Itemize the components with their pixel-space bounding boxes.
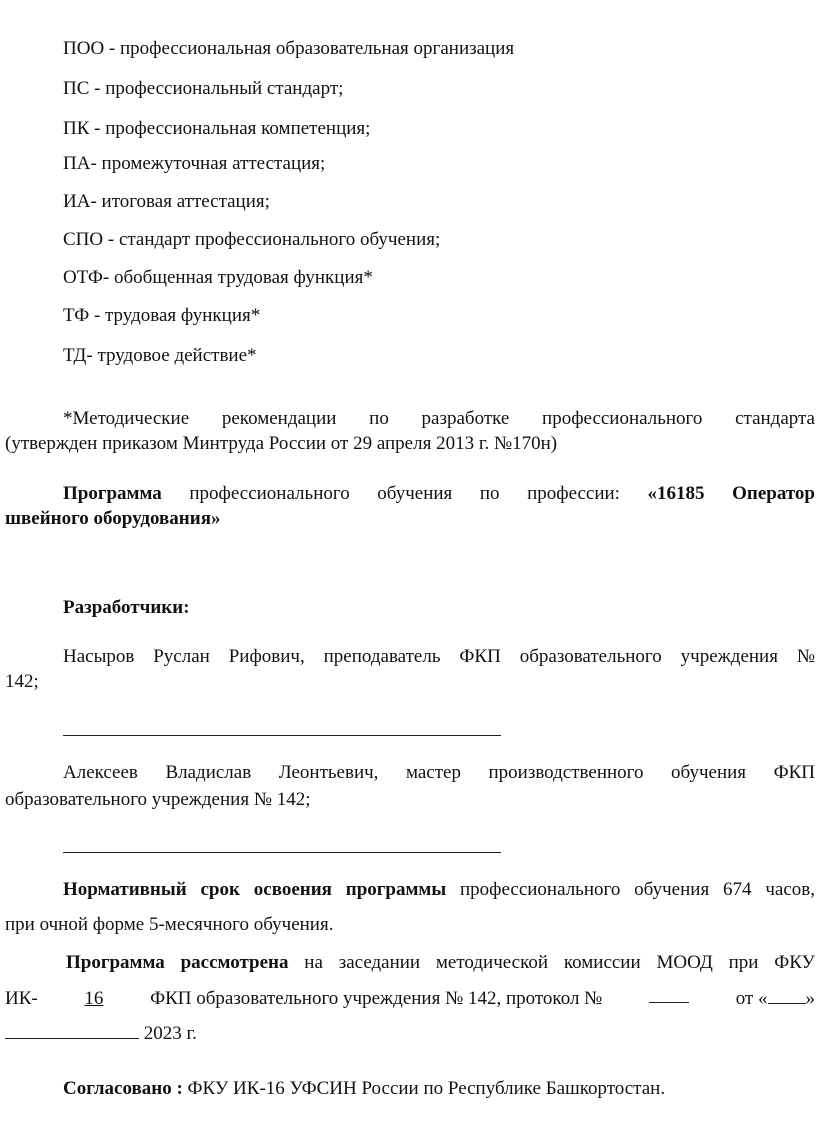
developer-1-line-1: Насыров Руслан Рифович, преподаватель ФКП образовательного учреждения № <box>63 646 815 667</box>
abbrev-item: ПК - профессиональная компетенция; <box>63 118 371 139</box>
agreed-line <box>63 1074 665 1104</box>
signature-line-2 <box>63 852 501 853</box>
term-label: Нормативный срок освоения программы <box>63 879 447 900</box>
reviewed-date-close: » <box>805 988 815 1009</box>
reviewed-line-3 <box>5 1019 815 1049</box>
reviewed-line-2 <box>5 984 815 1014</box>
abbrev-item: ИА- итоговая аттестация; <box>63 191 270 212</box>
reviewed-year: 2023 г. <box>139 1023 197 1044</box>
term-line-2: при очной форме 5-месячного обучения. <box>5 914 334 935</box>
agreed-text: ФКУ ИК-16 УФСИН России по Республике Башкортостан. <box>182 1078 666 1099</box>
signature-line-1 <box>63 735 501 736</box>
abbrev-item: ПОО - профессиональная образовательная организация <box>63 38 515 59</box>
reviewed-text: на заседании методической комиссии МООД при ФКУ <box>288 952 816 973</box>
developer-1-line-2: 142; <box>5 671 39 692</box>
developers-heading: Разработчики: <box>63 597 190 618</box>
abbrev-item: ТФ - трудовая функция* <box>63 305 261 326</box>
reviewed-line-1 <box>66 948 815 978</box>
abbrev-item: ПС - профессиональный стандарт; <box>63 78 344 99</box>
reviewed-date-open <box>736 984 815 1014</box>
abbrev-item: ПА- промежуточная аттестация; <box>63 153 326 174</box>
program-line-2 <box>5 504 815 534</box>
term-line-1 <box>63 875 815 905</box>
protocol-number-blank <box>649 984 689 1003</box>
developer-2-line-2: образовательного учреждения № 142; <box>5 789 311 810</box>
date-day-blank <box>768 985 806 1004</box>
agreed-label: Согласовано : <box>63 1078 183 1099</box>
abbrev-item: ОТФ- обобщенная трудовая функция* <box>63 267 373 288</box>
term-text: профессионального обучения 674 часов, <box>446 879 815 900</box>
developer-2-line-1: Алексеев Владислав Леонтьевич, мастер производственного обучения ФКП <box>63 762 815 783</box>
reviewed-institution: ФКП образовательного учреждения № 142, протокол № <box>150 988 603 1009</box>
reviewed-date-prefix: от « <box>735 988 768 1009</box>
date-month-blank <box>5 1020 139 1039</box>
reviewed-ik-number: 16 <box>84 988 104 1009</box>
program-name-2: швейного оборудования» <box>5 508 221 529</box>
program-text: профессионального обучения по профессии: <box>161 483 648 504</box>
reviewed-ik: ИК- <box>5 988 38 1009</box>
footnote-line-2: (утвержден приказом Минтруда России от 29 апреля 2013 г. №170н) <box>5 433 558 454</box>
footnote-line-1: *Методические рекомендации по разработке профессионального стандарта <box>63 408 815 429</box>
abbrev-item: ТД- трудовое действие* <box>63 345 257 366</box>
program-label: Программа <box>63 483 162 504</box>
reviewed-label: Программа рассмотрена <box>66 952 289 973</box>
program-name-1: «16185 Оператор <box>647 483 815 504</box>
abbrev-item: СПО - стандарт профессионального обучения; <box>63 229 441 250</box>
